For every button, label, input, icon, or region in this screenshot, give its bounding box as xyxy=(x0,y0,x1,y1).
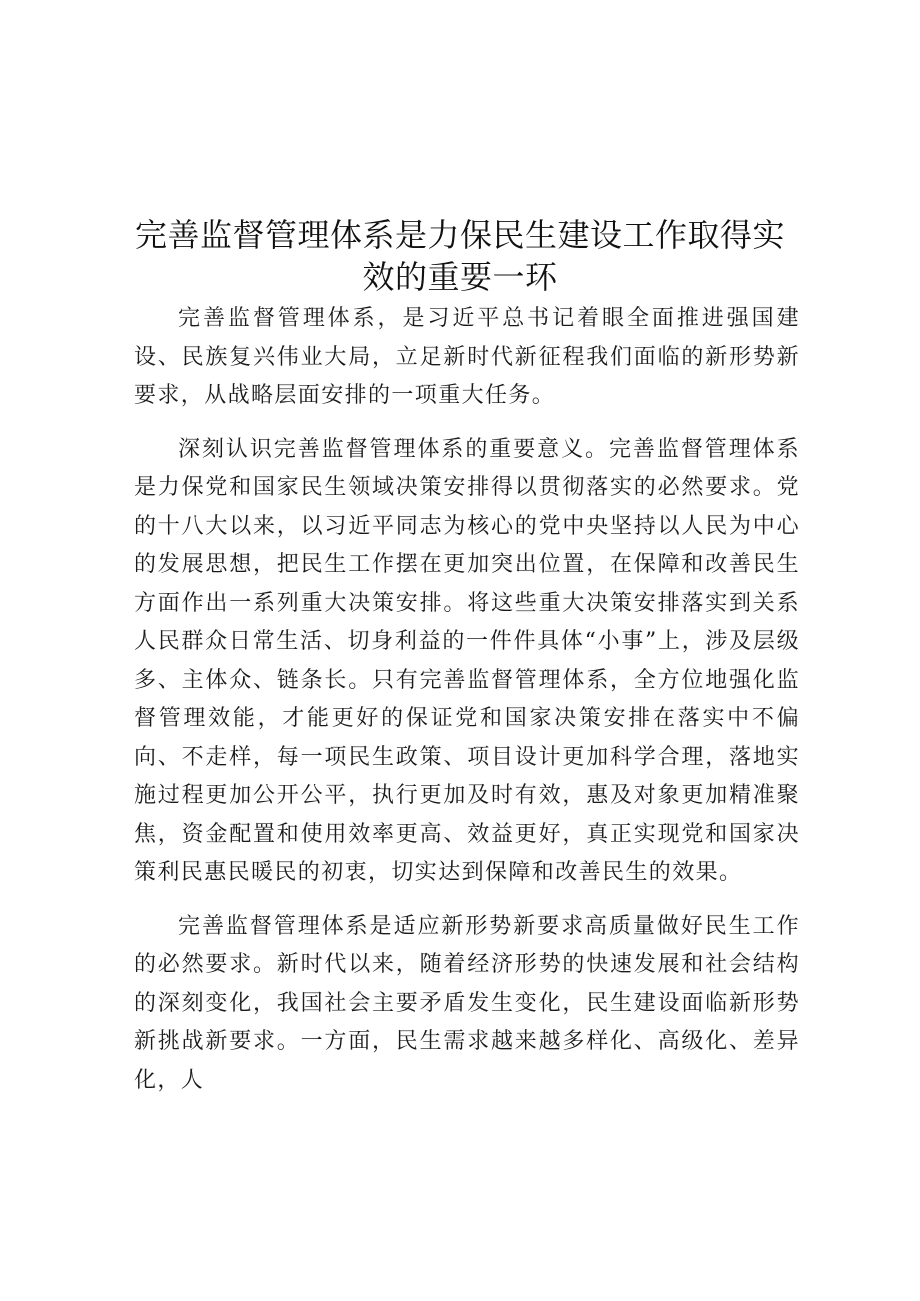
paragraph-new-requirements: 完善监督管理体系是适应新形势新要求高质量做好民生工作的必然要求。新时代以来，随着经济形势的快速发展和社会结构的深刻变化，我国社会主要矛盾发生变化，民生建设面临新形势新挑战新要求。一方面，民生需求越来越多样化、高级化、差异化，人 xyxy=(134,913,800,1093)
paragraph-significance: 深刻认识完善监督管理体系的重要意义。完善监督管理体系是力保党和国家民生领域决策安排得以贯彻落实的必然要求。党的十八大以来，以习近平同志为核心的党中央坚持以人民为中心的发展思想，把民生工作摆在更加突出位置，在保障和改善民生方面作出一系列重大决策安排。将这些重大决策安排落实到关系人民群众日常生活、切身利益的一件件具体“小事”上，涉及层级多、主体众、链条长。只有完善监督管理体系，全方位地强化监督管理效能，才能更好的保证党和国家决策安排在落实中不偏向、不走样，每一项民生政策、项目设计更加科学合理，落地实施过程更加公开公平，执行更加及时有效，惠及对象更加精准聚焦，资金配置和使用效率更高、效益更好，真正实现党和国家决策利民惠民暖民的初衷，切实达到保障和改善民生的效果。 xyxy=(134,436,800,885)
document-title: 完善监督管理体系是力保民生建设工作取得实效的重要一环 xyxy=(134,216,785,296)
paragraph-intro: 完善监督管理体系，是习近平总书记着眼全面推进强国建设、民族复兴伟业大局，立足新时代新征程我们面临的新形势新要求，从战略层面安排的一项重大任务。 xyxy=(134,306,800,408)
document-body xyxy=(134,300,800,1115)
